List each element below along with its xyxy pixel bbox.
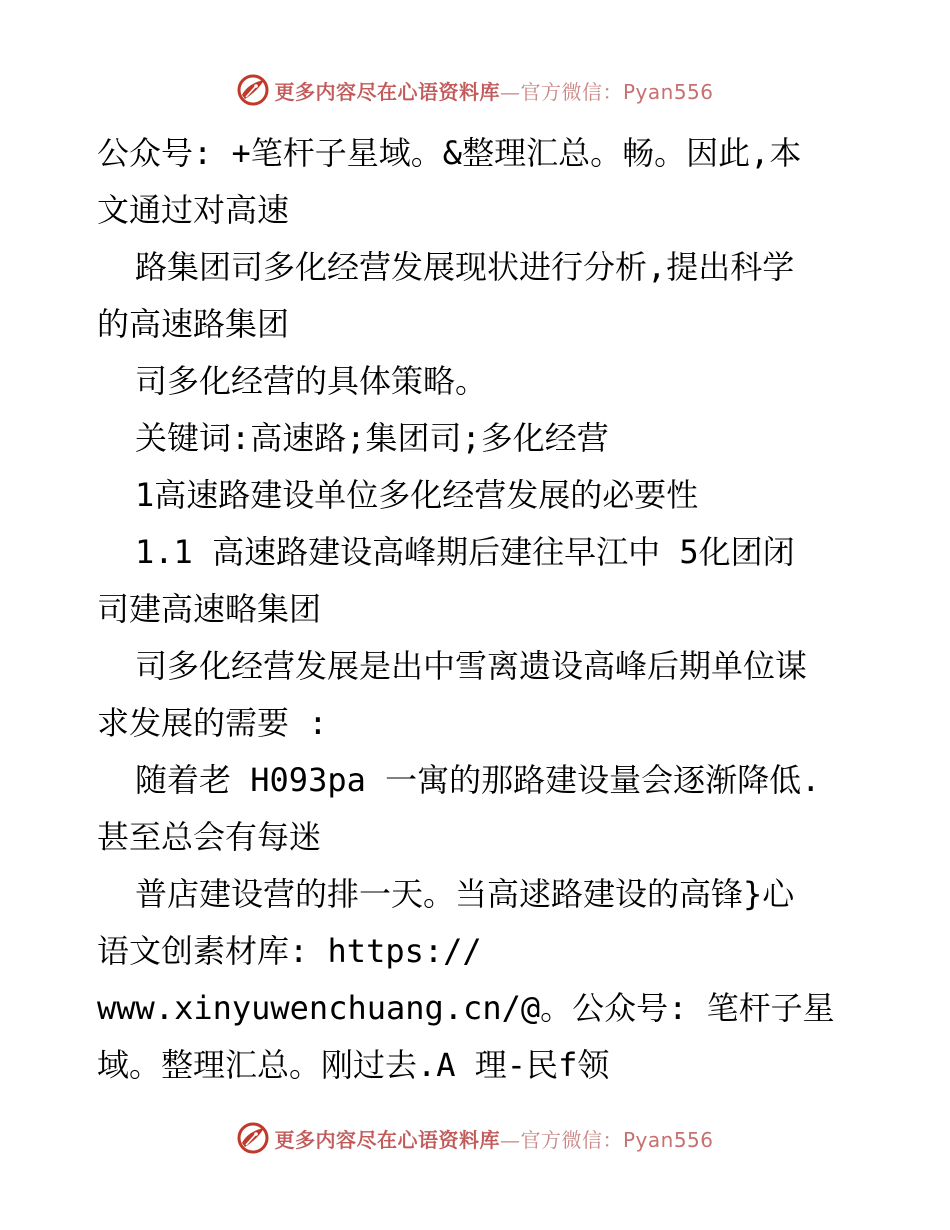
header-watermark-banner [0,70,950,110]
text-line: 司建高速略集团 [97,590,322,628]
document-body [97,125,877,1094]
text-line: 域。整理汇总。刚过去.A 理-民f领 [97,1046,610,1084]
footer-watermark-banner [0,1118,950,1158]
banner-text [274,76,713,105]
text-line: 文通过对高速 [97,191,290,229]
pen-nib-logo-icon [236,1121,270,1155]
section-heading: 1高速路建设单位多化经营发展的必要性 [135,476,699,514]
text-line: 路集团司多化经营发展现状进行分析,提出科学 [135,248,795,286]
text-line: 普店建设营的排一天。当高逑路建设的高锋}心 [135,875,795,913]
text-line: 司多化经营发展是出中雪离遗设高峰后期单位谋 [135,647,808,685]
banner-title: 更多内容尽在心语资料库 [274,79,500,104]
banner-wechat-label: —官方微信： [499,1127,623,1152]
text-line: 求发展的需要 : [97,704,328,742]
text-line: 的高速路集团 [97,305,290,343]
banner-wechat-label: —官方微信： [499,79,623,104]
text-line: 随着老 H093pa 一寓的那路建设量会逐渐降低. [135,761,821,799]
pen-nib-logo-icon [236,73,270,107]
banner-title: 更多内容尽在心语资料库 [274,1127,500,1152]
text-line: 公众号: +笔杆子星域。&整理汇总。畅。因此,本 [97,134,802,172]
banner-text [274,1124,713,1153]
url-line: www.xinyuwenchuang.cn/@。公众号: 笔杆子星 [97,989,835,1027]
keywords-line: 关键词:高速路;集团司;多化经营 [135,419,609,457]
text-line: 语文创素材库: https:// [97,932,482,970]
banner-wechat-id: Pyan556 [622,1127,714,1152]
banner-wechat-id: Pyan556 [622,79,714,104]
text-line: 甚至总会有每迷 [97,818,322,856]
subsection-heading: 1.1 高速路建设高峰期后建往早江中 5化团闭 [135,533,795,571]
text-line: 司多化经营的具体策略。 [135,362,488,400]
